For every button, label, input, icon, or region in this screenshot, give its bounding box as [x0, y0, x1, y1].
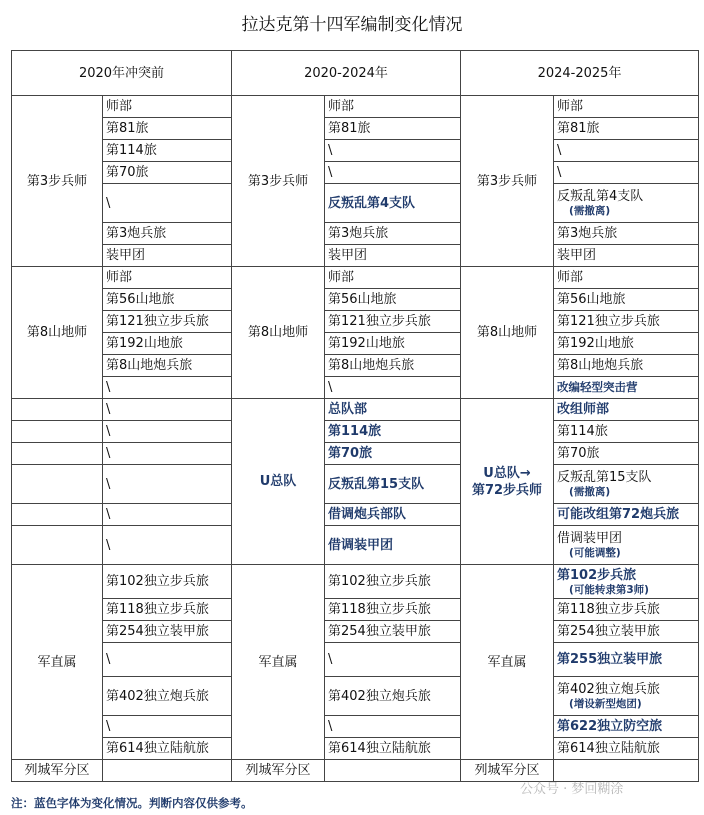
cell: 第118独立步兵旅 — [103, 599, 232, 621]
table-row — [12, 140, 699, 162]
header-2020-2024: 2020-2024年 — [232, 51, 461, 96]
cell: 第3炮兵旅 — [325, 223, 461, 245]
cell-empty — [12, 504, 103, 526]
cell-empty — [103, 760, 232, 782]
cell: 第3炮兵旅 — [103, 223, 232, 245]
cell: 第121独立步兵旅 — [325, 311, 461, 333]
cell: 师部 — [554, 267, 699, 289]
unit-line: U总队→ — [483, 465, 531, 481]
cell-changed: 总队部 — [325, 399, 461, 421]
cell-changed: 反叛乱第15支队 — [325, 465, 461, 504]
cell: 第70旅 — [103, 162, 232, 184]
unit-8th-mountain-division: 第8山地师 — [461, 267, 554, 399]
table-row — [12, 377, 699, 399]
unit-leh-district: 列城军分区 — [461, 760, 554, 782]
cell-changed: 第622独立防空旅 — [554, 716, 699, 738]
unit-corps-direct: 军直属 — [461, 565, 554, 760]
unit-u-force: U总队 — [232, 399, 325, 565]
cell — [554, 526, 699, 565]
watermark: 公众号 · 梦回糊涂 — [520, 782, 624, 797]
cell: \ — [103, 377, 232, 399]
table-row — [12, 621, 699, 643]
unit-3rd-division: 第3步兵师 — [232, 96, 325, 267]
cell: 师部 — [103, 96, 232, 118]
cell: 第8山地炮兵旅 — [554, 355, 699, 377]
header-row — [12, 51, 699, 96]
cell-empty — [12, 421, 103, 443]
cell: \ — [554, 162, 699, 184]
footnote: 注：蓝色字体为变化情况。判断内容仅供参考。 — [11, 796, 253, 810]
cell-changed: 借调装甲团 — [325, 526, 461, 565]
table-row — [12, 399, 699, 421]
cell-text: 借调装甲团 — [557, 531, 623, 546]
cell: \ — [103, 421, 232, 443]
cell: 第102独立步兵旅 — [325, 565, 461, 599]
cell: \ — [325, 162, 461, 184]
cell-changed: 第114旅 — [325, 421, 461, 443]
table-row — [12, 267, 699, 289]
cell: 第81旅 — [103, 118, 232, 140]
cell — [554, 565, 699, 599]
cell: 第402独立炮兵旅 — [103, 677, 232, 716]
header-2024-2025: 2024-2025年 — [461, 51, 699, 96]
table-row — [12, 504, 699, 526]
table-row — [12, 245, 699, 267]
cell-changed: 改编轻型突击营 — [554, 377, 699, 399]
cell-note: (可能调整) — [569, 547, 621, 559]
unit-8th-mountain-division: 第8山地师 — [12, 267, 103, 399]
table-row — [12, 333, 699, 355]
unit-line: 第72步兵师 — [471, 482, 543, 498]
cell: 第56山地旅 — [325, 289, 461, 311]
unit-3rd-division: 第3步兵师 — [461, 96, 554, 267]
table-row — [12, 355, 699, 377]
cell: 第8山地炮兵旅 — [103, 355, 232, 377]
cell: \ — [103, 465, 232, 504]
cell: 师部 — [554, 96, 699, 118]
cell: 第254独立装甲旅 — [554, 621, 699, 643]
cell: 第81旅 — [554, 118, 699, 140]
cell-changed: 第70旅 — [325, 443, 461, 465]
cell: 第8山地炮兵旅 — [325, 355, 461, 377]
table-row — [12, 526, 699, 565]
table-row — [12, 289, 699, 311]
cell-note: (增设新型炮团) — [569, 698, 642, 710]
cell: \ — [103, 526, 232, 565]
table-row — [12, 643, 699, 677]
cell: 师部 — [103, 267, 232, 289]
cell-note: (可能转隶第3师) — [569, 583, 649, 596]
cell-note: (需撤离) — [569, 486, 611, 498]
cell: \ — [103, 504, 232, 526]
cell: 第56山地旅 — [554, 289, 699, 311]
cell-changed: 可能改组第72炮兵旅 — [554, 504, 699, 526]
cell: 第192山地旅 — [325, 333, 461, 355]
cell-text: 第402独立炮兵旅 — [557, 682, 660, 697]
cell: 装甲团 — [554, 245, 699, 267]
table-row — [12, 96, 699, 118]
table-row — [12, 184, 699, 223]
table-row — [12, 599, 699, 621]
unit-leh-district: 列城军分区 — [232, 760, 325, 782]
cell-changed: 第255独立装甲旅 — [554, 643, 699, 677]
unit-8th-mountain-division: 第8山地师 — [232, 267, 325, 399]
table-row — [12, 162, 699, 184]
cell: 师部 — [325, 267, 461, 289]
cell-changed: 反叛乱第4支队 — [325, 184, 461, 223]
table-row — [12, 118, 699, 140]
cell: 第70旅 — [554, 443, 699, 465]
cell: \ — [554, 140, 699, 162]
cell: 第114旅 — [554, 421, 699, 443]
table-row — [12, 465, 699, 504]
cell: \ — [325, 377, 461, 399]
cell — [554, 184, 699, 223]
cell-text: 反叛乱第15支队 — [557, 470, 652, 485]
cell: \ — [103, 443, 232, 465]
cell: \ — [325, 140, 461, 162]
unit-u-force-72nd-division — [461, 399, 554, 565]
cell: 第192山地旅 — [103, 333, 232, 355]
cell: \ — [103, 643, 232, 677]
cell-empty — [12, 399, 103, 421]
cell: 第402独立炮兵旅 — [325, 677, 461, 716]
cell: 第56山地旅 — [103, 289, 232, 311]
table-row — [12, 716, 699, 738]
cell: \ — [103, 399, 232, 421]
table-row — [12, 223, 699, 245]
cell: 第254独立装甲旅 — [325, 621, 461, 643]
cell-empty — [12, 526, 103, 565]
table-row — [12, 738, 699, 760]
cell: 第614独立陆航旅 — [554, 738, 699, 760]
cell: 第3炮兵旅 — [554, 223, 699, 245]
unit-corps-direct: 军直属 — [232, 565, 325, 760]
unit-3rd-division: 第3步兵师 — [12, 96, 103, 267]
cell-note: (需撤离) — [569, 205, 611, 217]
table-title: 拉达克第十四军编制变化情况 — [241, 15, 463, 35]
table-row — [12, 565, 699, 599]
cell: 装甲团 — [325, 245, 461, 267]
cell: 第121独立步兵旅 — [554, 311, 699, 333]
cell-empty — [12, 443, 103, 465]
unit-leh-district: 列城军分区 — [12, 760, 103, 782]
cell: 第614独立陆航旅 — [325, 738, 461, 760]
table-row — [12, 443, 699, 465]
cell: 第114旅 — [103, 140, 232, 162]
cell: 第102独立步兵旅 — [103, 565, 232, 599]
cell: 第81旅 — [325, 118, 461, 140]
organization-table — [11, 50, 699, 782]
cell: 第118独立步兵旅 — [325, 599, 461, 621]
cell: \ — [103, 184, 232, 223]
cell: 第192山地旅 — [554, 333, 699, 355]
cell: 第614独立陆航旅 — [103, 738, 232, 760]
cell-text-changed: 第102步兵旅 — [557, 567, 637, 583]
cell: \ — [325, 643, 461, 677]
cell: 第121独立步兵旅 — [103, 311, 232, 333]
header-pre-2020: 2020年冲突前 — [12, 51, 232, 96]
cell: \ — [103, 716, 232, 738]
cell: 师部 — [325, 96, 461, 118]
table-row — [12, 311, 699, 333]
cell — [554, 465, 699, 504]
unit-corps-direct: 军直属 — [12, 565, 103, 760]
cell — [554, 677, 699, 716]
cell-changed: 借调炮兵部队 — [325, 504, 461, 526]
cell-text: 反叛乱第4支队 — [557, 189, 644, 204]
cell: 装甲团 — [103, 245, 232, 267]
table-row — [12, 677, 699, 716]
cell-empty — [12, 465, 103, 504]
cell: 第254独立装甲旅 — [103, 621, 232, 643]
cell-empty — [325, 760, 461, 782]
cell: \ — [325, 716, 461, 738]
cell-changed: 改组师部 — [554, 399, 699, 421]
cell: 第118独立步兵旅 — [554, 599, 699, 621]
table-row — [12, 421, 699, 443]
